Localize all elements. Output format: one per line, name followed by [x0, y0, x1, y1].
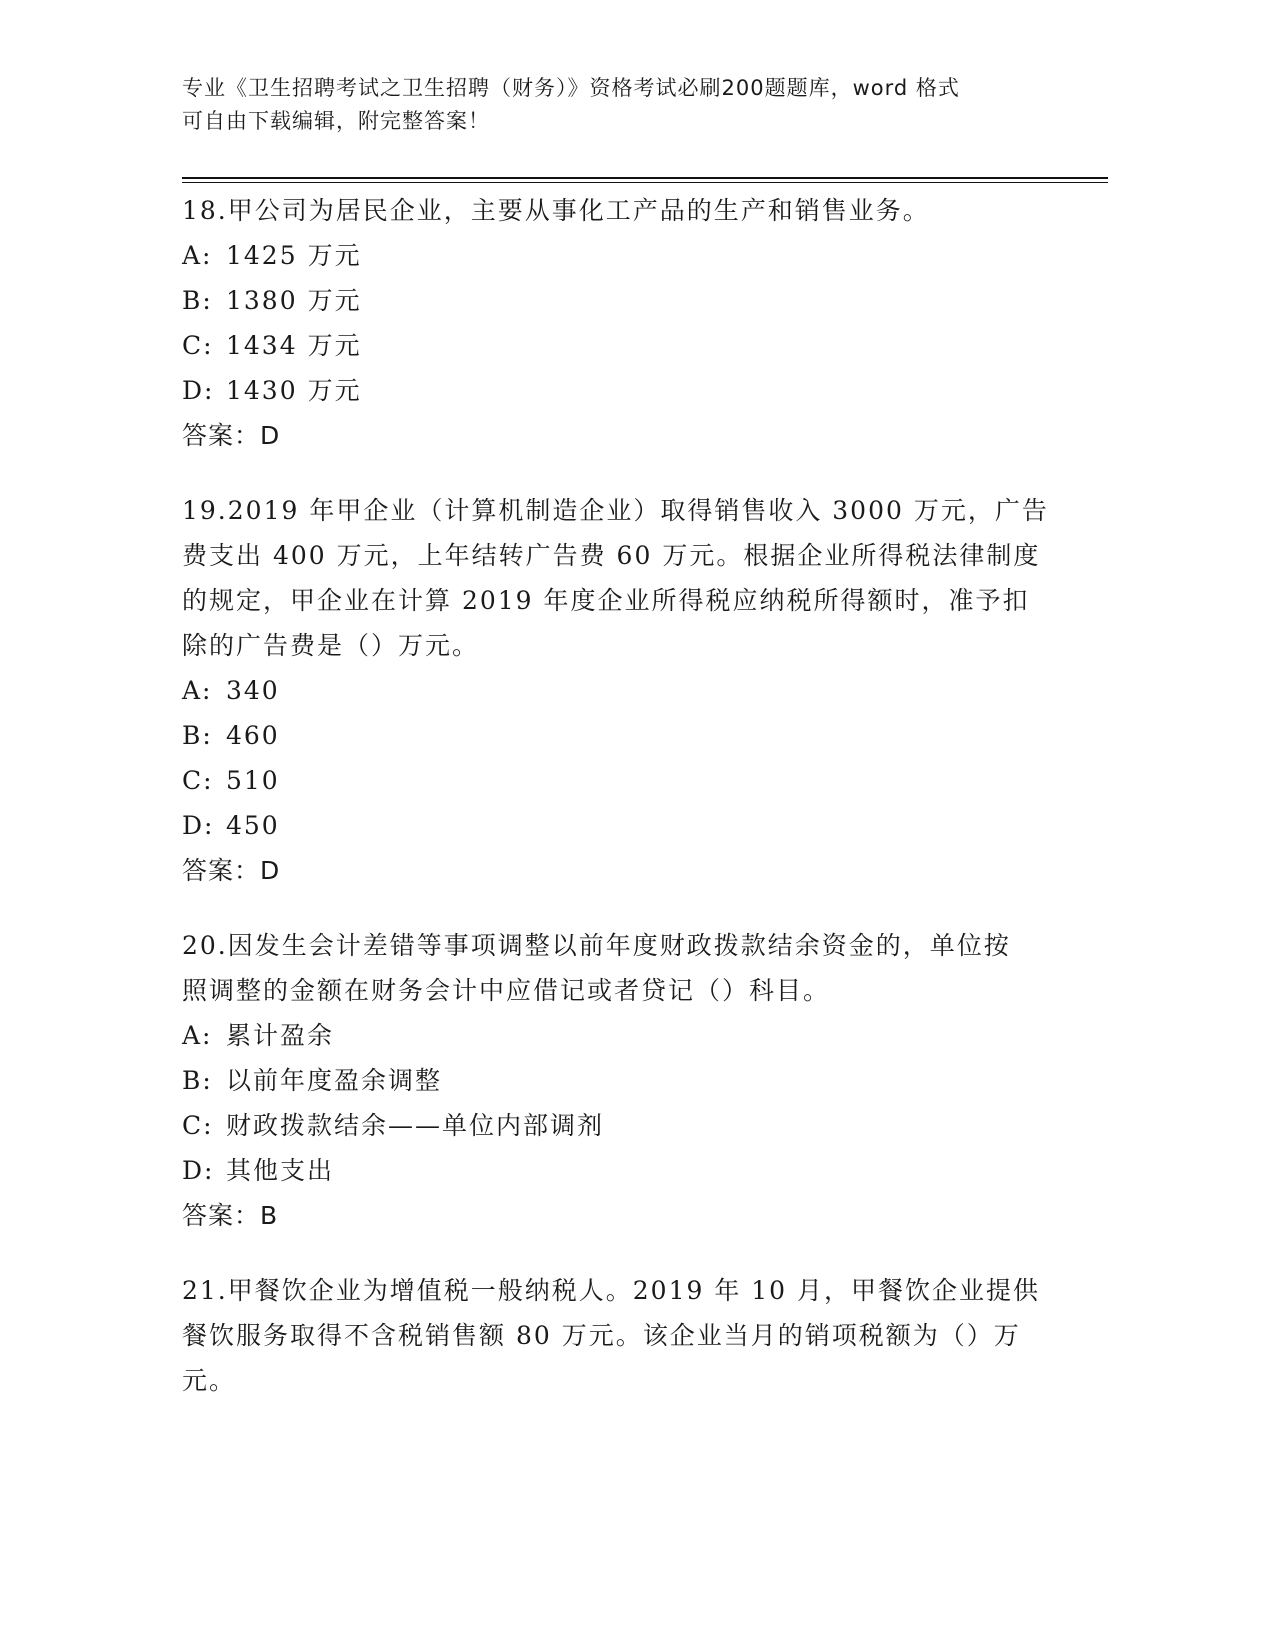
option-text: 1430 万元 [226, 376, 362, 405]
question-stem: 20.因发生会计差错等事项调整以前年度财政拨款结余资金的，单位按 [182, 931, 1011, 960]
option-d [182, 368, 1062, 413]
option-text: 以前年度盈余调整 [226, 1066, 443, 1095]
option-label: A: [182, 241, 213, 270]
option-b [182, 713, 1062, 758]
question-19 [182, 488, 1062, 893]
header-divider-thick [182, 177, 1108, 179]
question-18 [182, 188, 1062, 458]
option-text: 财政拨款结余——单位内部调剂 [226, 1111, 605, 1140]
option-label: D: [182, 811, 215, 840]
option-d [182, 803, 1062, 848]
answer-line: 答案：B [182, 1201, 279, 1230]
option-label: B: [182, 721, 213, 750]
option-c [182, 323, 1062, 368]
question-stem: 19.2019 年甲企业（计算机制造企业）取得销售收入 3000 万元，广告 [182, 496, 1049, 525]
option-a [182, 1013, 1062, 1058]
option-text: 510 [226, 766, 280, 795]
question-stem: 餐饮服务取得不含税销售额 80 万元。该企业当月的销项税额为（）万 [182, 1321, 1021, 1350]
option-text: 1425 万元 [226, 241, 362, 270]
header-line: 专业《卫生招聘考试之卫生招聘（财务）》资格考试必刷200题题库，word 格式 [182, 76, 960, 100]
answer-line: 答案：D [182, 421, 281, 450]
option-label: D: [182, 1156, 215, 1185]
option-a [182, 668, 1062, 713]
question-20 [182, 923, 1062, 1238]
option-label: C: [182, 331, 214, 360]
option-text: 1380 万元 [226, 286, 362, 315]
option-text: 450 [226, 811, 280, 840]
option-d [182, 1148, 1062, 1193]
option-text: 460 [226, 721, 280, 750]
question-stem: 费支出 400 万元，上年结转广告费 60 万元。根据企业所得税法律制度 [182, 541, 1041, 570]
option-label: B: [182, 286, 213, 315]
option-b [182, 1058, 1062, 1103]
question-21 [182, 1268, 1062, 1403]
option-label: D: [182, 376, 215, 405]
header-line: 可自由下载编辑，附完整答案！ [182, 109, 490, 133]
document-header [182, 72, 1082, 138]
question-stem: 的规定，甲企业在计算 2019 年度企业所得税应纳税所得额时，准予扣 [182, 586, 1030, 615]
option-label: A: [182, 1021, 213, 1050]
option-text: 累计盈余 [226, 1021, 335, 1050]
option-label: B: [182, 1066, 213, 1095]
option-text: 1434 万元 [226, 331, 362, 360]
option-b [182, 278, 1062, 323]
question-stem: 18.甲公司为居民企业，主要从事化工产品的生产和销售业务。 [182, 196, 930, 225]
option-label: C: [182, 766, 214, 795]
answer-line: 答案：D [182, 856, 281, 885]
header-divider-thin [182, 182, 1108, 183]
question-stem: 元。 [182, 1366, 237, 1395]
question-stem: 照调整的金额在财务会计中应借记或者贷记（）科目。 [182, 976, 831, 1005]
option-label: C: [182, 1111, 214, 1140]
option-a [182, 233, 1062, 278]
option-text: 340 [226, 676, 280, 705]
option-c [182, 758, 1062, 803]
question-list [182, 188, 1062, 1433]
option-label: A: [182, 676, 213, 705]
option-c [182, 1103, 1062, 1148]
question-stem: 除的广告费是（）万元。 [182, 631, 480, 660]
question-stem: 21.甲餐饮企业为增值税一般纳税人。2019 年 10 月，甲餐饮企业提供 [182, 1276, 1041, 1305]
option-text: 其他支出 [226, 1156, 335, 1185]
